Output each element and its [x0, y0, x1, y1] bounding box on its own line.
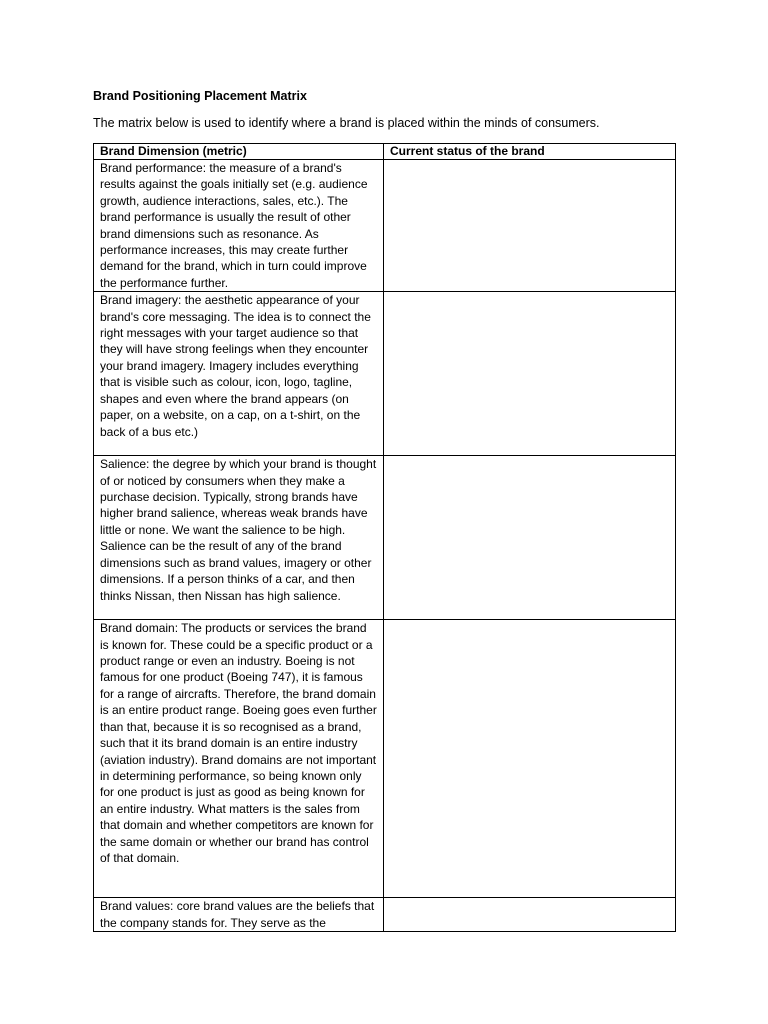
status-cell-brand-performance[interactable] [384, 160, 676, 292]
table-row [94, 292, 676, 456]
table-row [94, 456, 676, 620]
table-header-row [94, 144, 676, 160]
status-cell-brand-values[interactable] [384, 898, 676, 932]
dimension-brand-values: Brand values: core brand values are the beliefs that the company stands for. They serve as the [94, 898, 384, 932]
status-cell-brand-imagery[interactable] [384, 292, 676, 456]
dimension-salience: Salience: the degree by which your brand is thought of or noticed by consumers when they make a purchase decision. Typically, strong brands have higher brand salience, whereas weak brands have little or none. We want the salience to be high. Salience can be the result of any of the brand dimensions such as brand values, imagery or other dimensions. If a person thinks of a car, and then thinks Nissan, then Nissan has high salience. [94, 456, 384, 620]
status-cell-brand-domain[interactable] [384, 620, 676, 898]
table-row [94, 620, 676, 898]
status-cell-salience[interactable] [384, 456, 676, 620]
page-title: Brand Positioning Placement Matrix [93, 89, 307, 103]
table-row [94, 160, 676, 292]
brand-matrix-table [93, 143, 676, 932]
dimension-brand-performance: Brand performance: the measure of a brand's results against the goals initially set (e.g. audience growth, audience interactions, sales, etc.). The brand performance is usually the result of other brand dimensions such as resonance. As performance increases, this may create further demand for the brand, which in turn could improve the performance further. [94, 160, 384, 292]
dimension-brand-domain: Brand domain: The products or services the brand is known for. These could be a specific product or a product range or even an industry. Boeing is not famous for one product (Boeing 747), it is famous for a range of aircrafts. Therefore, the brand domain is an entire product range. Boeing goes even further than that, because it is so recognised as a brand, such that it its brand domain is an entire industry (aviation industry). Brand domains are not important in determining performance, so being known only for one product is just as good as being known for an entire industry. What matters is the sales from that domain and whether competitors are known for the same domain or whether our brand has control of that domain. [94, 620, 384, 898]
intro-text: The matrix below is used to identify where a brand is placed within the minds of consumers. [93, 116, 600, 130]
header-brand-dimension: Brand Dimension (metric) [94, 144, 384, 160]
dimension-brand-imagery: Brand imagery: the aesthetic appearance of your brand's core messaging. The idea is to connect the right messages with your target audience so that they will have strong feelings when they encounter your brand imagery. Imagery includes everything that is visible such as colour, icon, logo, tagline, shapes and even where the brand appears (on paper, on a website, on a cap, on a t-shirt, on the back of a bus etc.) [94, 292, 384, 456]
header-current-status: Current status of the brand [384, 144, 676, 160]
table-row [94, 898, 676, 932]
